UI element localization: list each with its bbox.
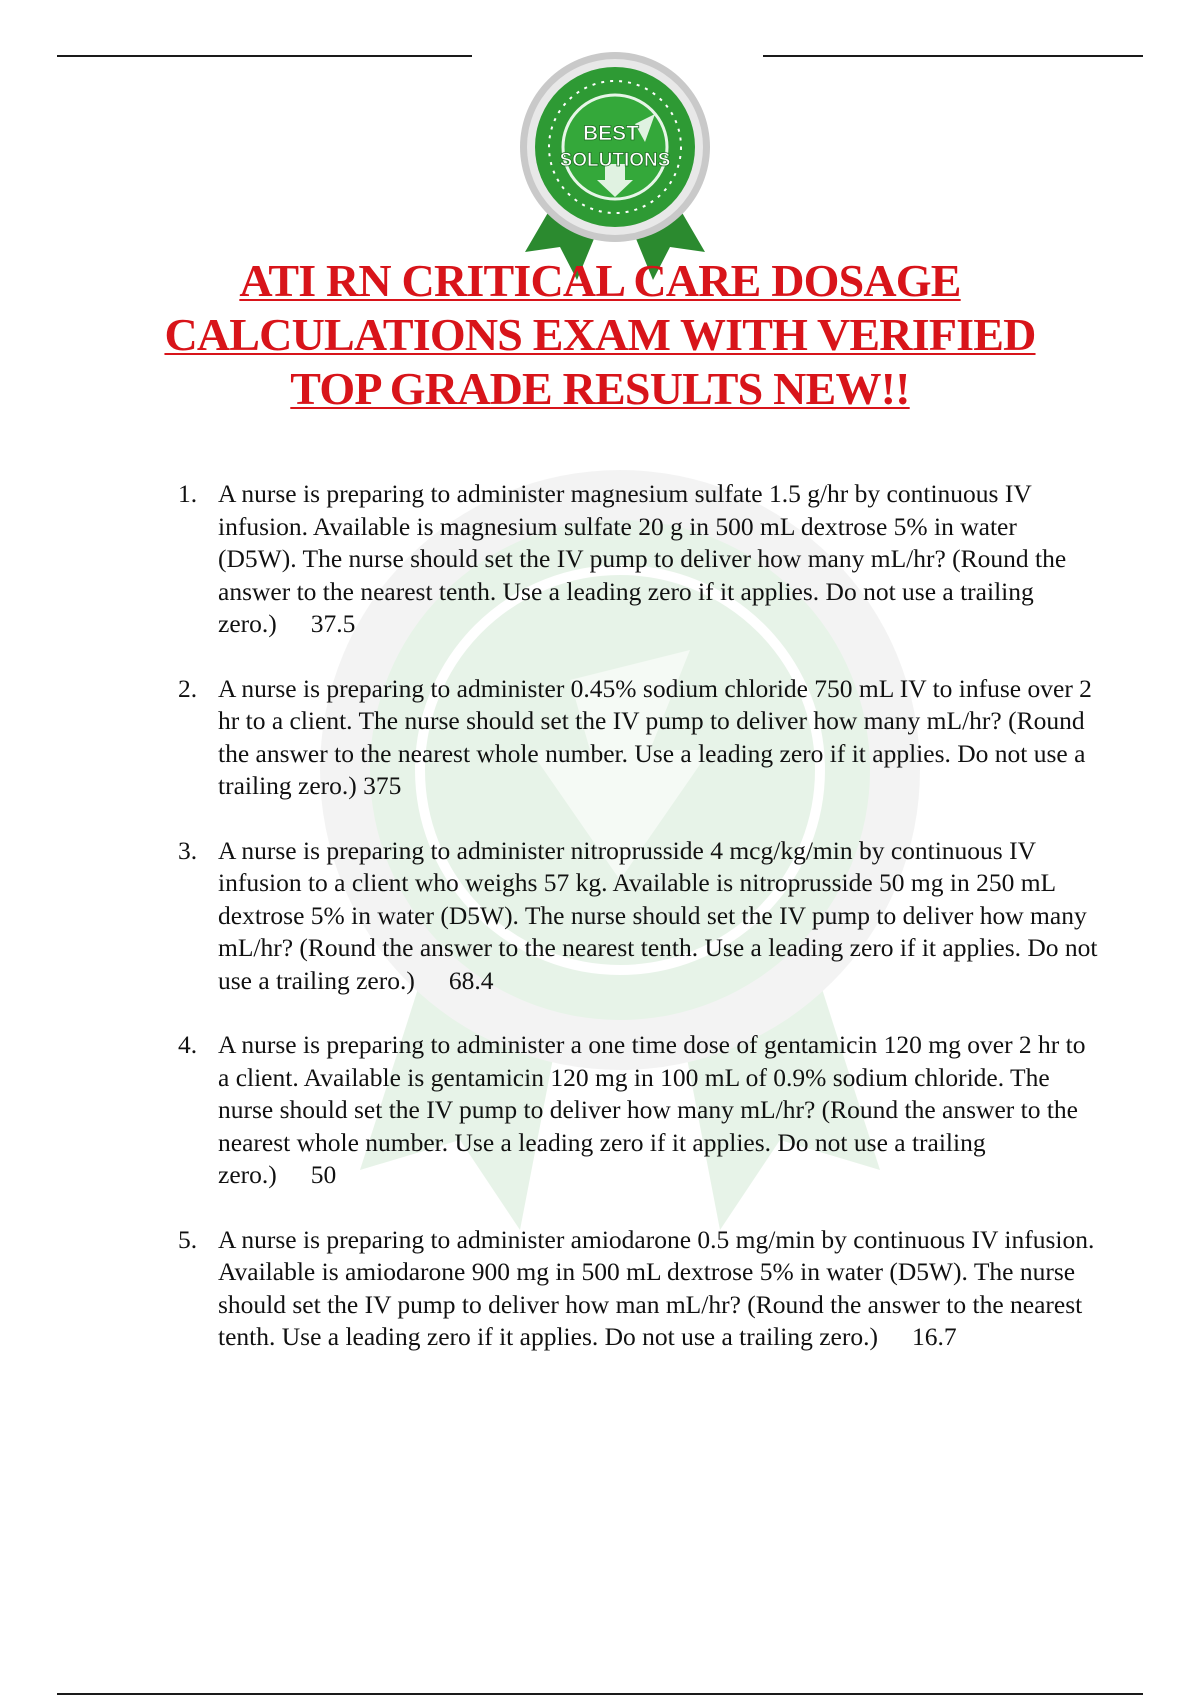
question-item: [178, 478, 1098, 641]
title-line: TOP GRADE RESULTS NEW!!: [290, 363, 910, 414]
award-seal-icon: [505, 52, 725, 282]
question-number: 2.: [178, 673, 198, 703]
question-text: A nurse is preparing to administer nitroprusside 4 mcg/kg/min by continuous IV infusion to a client who weighs 57 kg. Available is nitroprusside 50 mg in 250 mL dextrose 5% in water (D5W). The nurse should set the IV pump to deliver how many mL/hr? (Round the answer to the nearest tenth. Use a leading zero if it applies. Do not use a trailing zero.): [218, 835, 1098, 995]
question-text: A nurse is preparing to administer a one time dose of gentamicin 120 mg over 2 hr to a client. Available is gentamicin 120 mg in 100 mL of 0.9% sodium chloride. The nurse should set the IV pump to deliver how many mL/hr? (Round the answer to the nearest whole number. Use a leading zero if it applies. Do not use a trailing zero.): [218, 1030, 1086, 1189]
question-item: [178, 1029, 1098, 1192]
question-text: A nurse is preparing to administer magnesium sulfate 1.5 g/hr by continuous IV infusion. Available is magnesium sulfate 20 g in 500 mL dextrose 5% in water (D5W). The nurse should set the IV pump to deliver how many mL/hr? (Round the answer to the nearest tenth. Use a leading zero if it applies. Do not use a trailing zero.): [218, 479, 1067, 638]
question-answer: 50: [310, 1160, 337, 1189]
question-text: A nurse is preparing to administer amiodarone 0.5 mg/min by continuous IV infusion. Available is amiodarone 900 mg in 500 mL dextrose 5% in water (D5W). The nurse should set the IV pump to deliver how man mL/hr? (Round the answer to the nearest tenth. Use a leading zero if it applies. Do not use a trailing zero.): [218, 1224, 1095, 1351]
question-number: 1.: [178, 479, 198, 508]
title-line: CALCULATIONS EXAM WITH VERIFIED: [164, 309, 1036, 360]
question-number: 4.: [178, 1030, 198, 1059]
title-line: ATI RN CRITICAL CARE DOSAGE: [239, 255, 961, 306]
header-rule-right: [763, 55, 1143, 57]
question-item: [178, 1224, 1098, 1354]
question-list: [178, 478, 1098, 1386]
question-answer: 375: [363, 771, 402, 800]
question-number: 3.: [178, 835, 198, 865]
question-answer: 37.5: [310, 609, 356, 638]
question-number: 5.: [178, 1224, 198, 1254]
seal-text-solutions: SOLUTIONS: [559, 150, 671, 171]
question-answer: 16.7: [911, 1322, 957, 1351]
footer-rule: [57, 1693, 1143, 1695]
header-rule-left: [57, 55, 472, 57]
seal-text-best: BEST: [582, 122, 640, 145]
document-title: [100, 254, 1100, 416]
question-text: A nurse is preparing to administer 0.45% sodium chloride 750 mL IV to infuse over 2 hr to a client. The nurse should set the IV pump to deliver how many mL/hr? (Round the answer to the nearest whole number. Use a leading zero if it applies. Do not use a trailing zero.): [218, 673, 1092, 800]
question-answer: 68.4: [448, 965, 494, 995]
question-item: [178, 673, 1098, 803]
question-item: [178, 835, 1098, 998]
